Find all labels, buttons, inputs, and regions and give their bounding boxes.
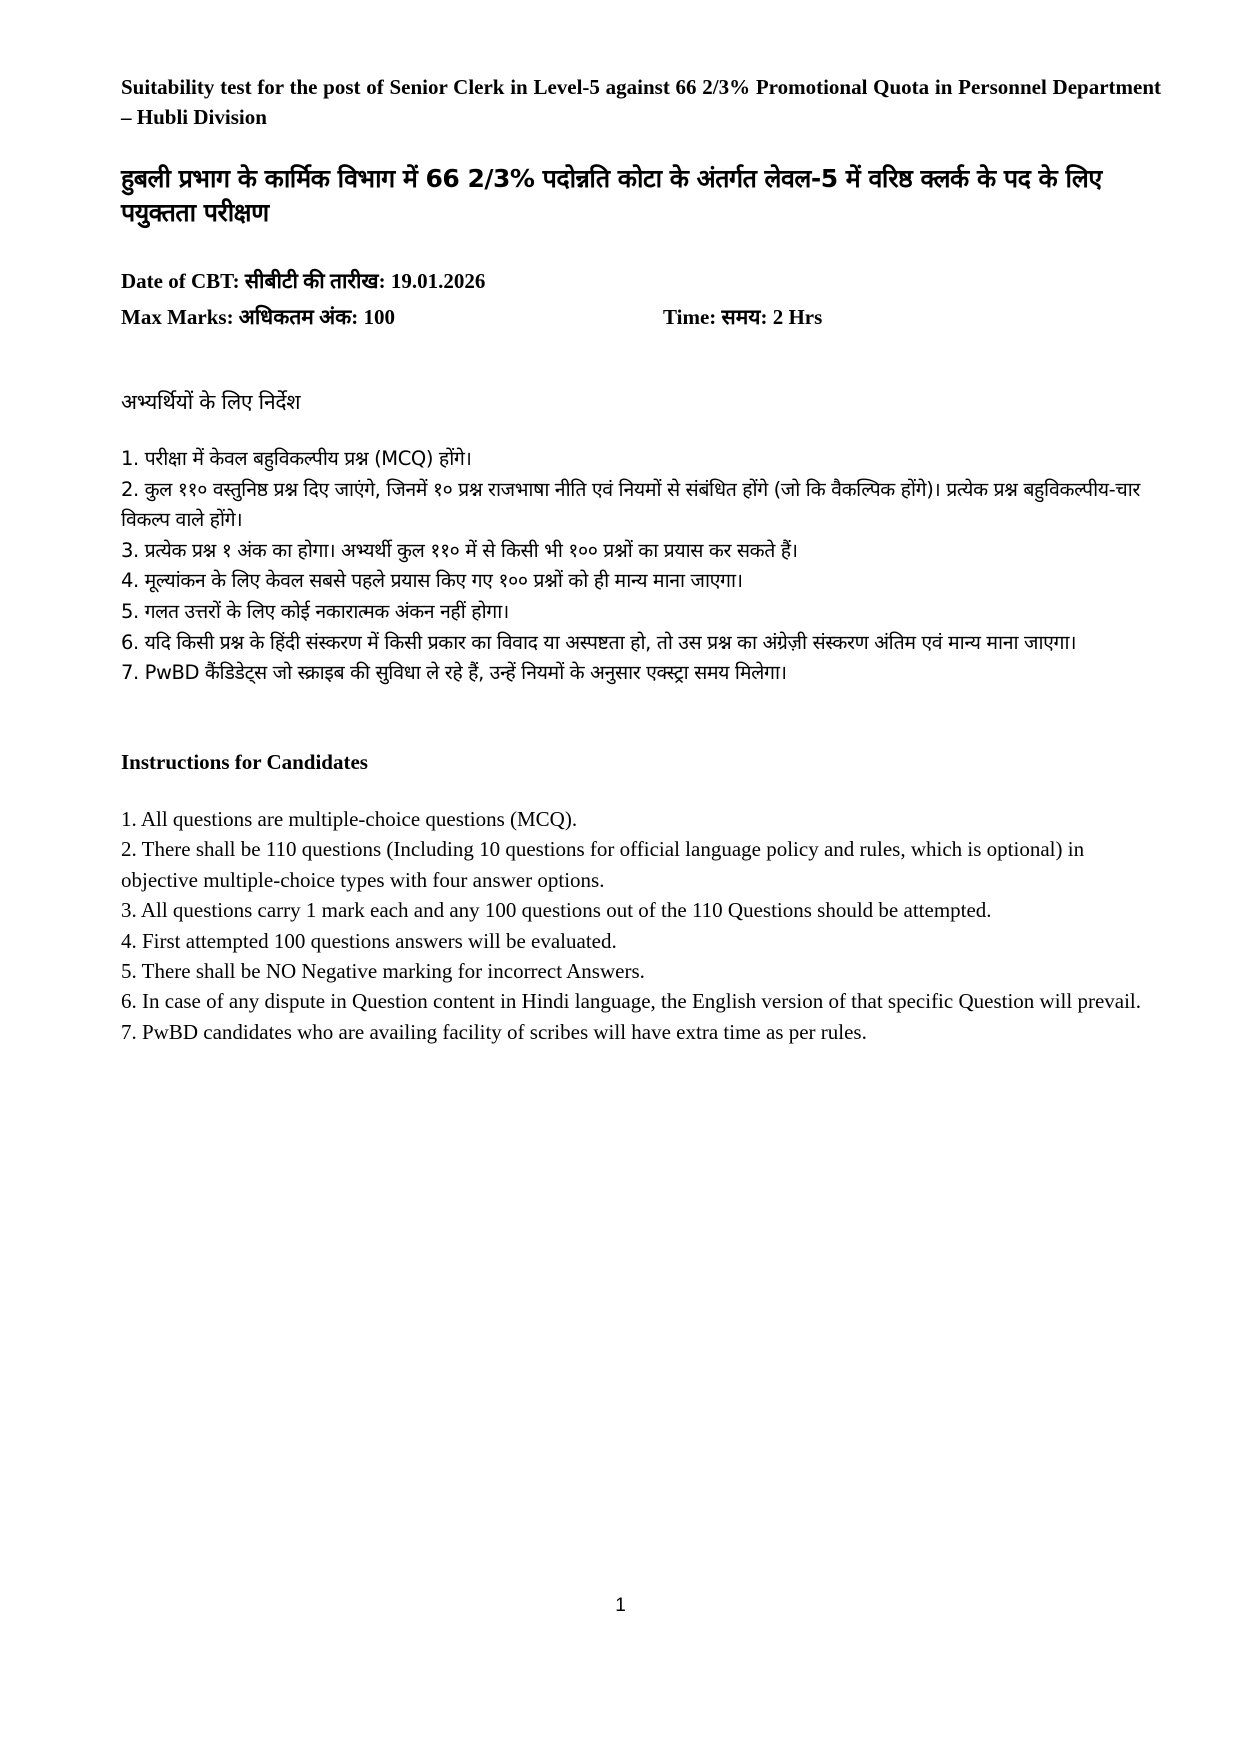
list-item: 1. परीक्षा में केवल बहुविकल्पीय प्रश्न (MCQ) होंगे।: [121, 447, 472, 470]
list-item: 2. कुल ११० वस्तुनिष्ठ प्रश्न दिए जाएंगे, जिनमें १० प्रश्न राजभाषा नीति एवं नियमों से संबंधित होंगे (जो कि वैकल्पिक होंगे)। प्रत्येक प्रश्न बहुविकल्पीय-चार विकल्प वाले होंगे।: [121, 477, 1140, 532]
list-item: 3. प्रत्येक प्रश्न १ अंक का होगा। अभ्यर्थी कुल ११० में से किसी भी १०० प्रश्नों का प्रयास कर सकते हैं।: [121, 538, 798, 562]
list-item: 1. All questions are multiple-choice questions (MCQ).: [121, 807, 578, 831]
list-item: 6. In case of any dispute in Question content in Hindi language, the English version of that specific Question will prevail.: [121, 989, 1142, 1014]
exam-time: Time: समय: 2 Hrs: [663, 305, 823, 329]
list-item: 5. There shall be NO Negative marking for incorrect Answers.: [121, 959, 645, 984]
hindi-instructions-list: [121, 444, 1166, 689]
date-of-cbt: Date of CBT: सीबीटी की तारीख: 19.01.2026: [121, 269, 486, 293]
list-item: 4. First attempted 100 questions answers will be evaluated.: [121, 928, 617, 953]
title-english: Suitability test for the post of Senior Clerk in Level-5 against 66 2/3% Promotional Quota in Personnel Department – Hubli Division: [121, 75, 1161, 129]
list-item: 2. There shall be 110 questions (Including 10 questions for official language policy and rules, which is optional) in objective multiple-choice types with four answer options.: [121, 837, 1085, 892]
page-number: 1: [615, 1595, 626, 1616]
max-marks: Max Marks: अधिकतम अंक: 100: [121, 305, 396, 329]
list-item: 5. गलत उत्तरों के लिए कोई नकारात्मक अंकन नहीं होगा।: [121, 599, 509, 623]
list-item: 7. PwBD कैंडिडेट्स जो स्क्राइब की सुविधा ले रहे हैं, उन्हें नियमों के अनुसार एक्स्ट्रा समय मिलेगा।: [121, 661, 787, 685]
list-item: 3. All questions carry 1 mark each and any 100 questions out of the 110 Questions should be attempted.: [121, 898, 992, 923]
list-item: 6. यदि किसी प्रश्न के हिंदी संस्करण में किसी प्रकार का विवाद या अस्पष्टता हो, तो उस प्रश्न का अंग्रेज़ी संस्करण अंतिम एवं मान्य माना जाएगा।: [121, 630, 1077, 654]
title-hindi: हुबली प्रभाग के कार्मिक विभाग में 66 2/3% पदोन्नति कोटा के अंतर्गत लेवल-5 में वरिष्ठ क्लर्क के पद के लिए पयुक्तता परीक्षण: [121, 164, 1102, 227]
english-instructions-list: [121, 804, 1166, 1047]
english-instructions-heading: Instructions for Candidates: [121, 750, 368, 774]
hindi-instructions-heading: अभ्यर्थियों के लिए निर्देश: [121, 390, 301, 414]
list-item: 4. मूल्यांकन के लिए केवल सबसे पहले प्रयास किए गए १०० प्रश्नों को ही मान्य माना जाएगा।: [121, 569, 743, 593]
list-item: 7. PwBD candidates who are availing facility of scribes will have extra time as per rules.: [121, 1019, 867, 1044]
marks-time-row: [121, 302, 1161, 332]
